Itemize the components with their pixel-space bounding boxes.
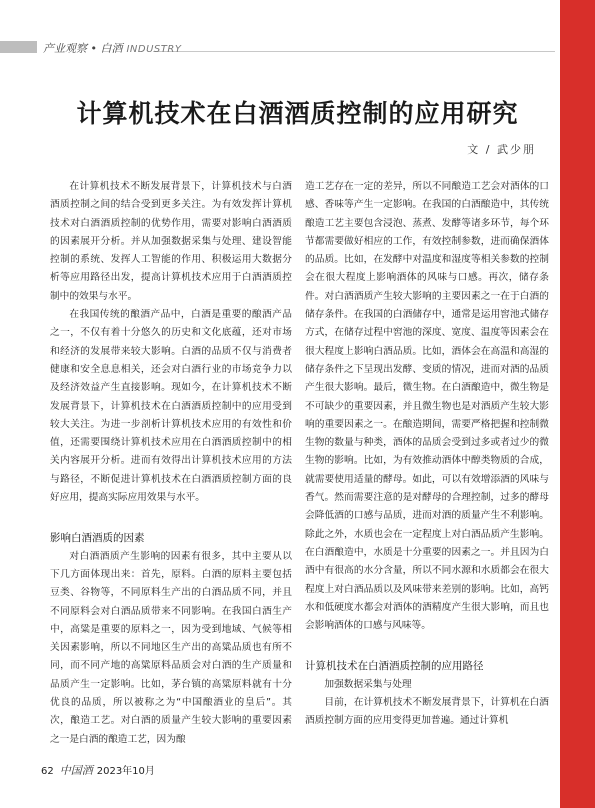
left-column [50,178,292,749]
paragraph: 对白酒酒质产生影响的因素有很多，其中主要从以下几方面体现出来：首先，原料。白酒的原料主要包括豆类、谷物等，不同原料生产出的白酒品质不同，并且不同原料会对白酒品质带来不同影响。在我国白酒生产中，高粱是重要的原料之一，因为受到地域、气候等相关因素影响，所以不同地区生产出的高粱品质也有所不同，而不同产地的高粱原料品质会对白酒的生产质量和品质产生一定影响。比如，茅台镇的高粱原料就有十分优良的品质，所以被称之为“中国酿酒业的皇后”。其次，酿造工艺。对白酒的质量产生较大影响的重要因素之一是白酒的酿造工艺，因为酿 [50,550,292,745]
section-heading: 影响白酒酒质的因素 [50,532,145,545]
paragraph: 在计算机技术不断发展背景下，计算机技术与白酒酒质控制之间的结合受到更多关注。为有效发挥计算机技术对白酒酒质控制的优势作用，需要对影响白酒酒质的因素展开分析。并从加强数据采集与处理、建设智能控制的系统、发挥人工智能的作用、积极运用大数据分析等应用路径出发，提高计算机技术应用于白酒酒质控制中的效果与水平。 [50,181,292,302]
section-label: 产业观察 • 白酒 [43,42,123,55]
spacer [305,635,549,649]
paragraph: 在我国传统的酿酒产品中，白酒是重要的酿酒产品之一，不仅有着十分悠久的历史和文化底蕴，还对市场和经济的发展带来较大影响。白酒的品质不仅与消费者健康和安全息息相关，还会对白酒行业的市场竞争力以及经济效益产生直接影响。现如今，在计算机技术不断发展背景下，计算机技术在白酒酒质控制中的应用受到较大关注。为进一步剖析计算机技术应用的有效性和价值，还需要围绕计算机技术应用在白酒酒质控制中的相关内容展开分析。进而有效得出计算机技术应用的方法与路径，不断促进计算机技术在白酒酒质控制方面的良好应用，提高实际应用效果与水平。 [50,309,292,504]
spacer [50,507,292,521]
magazine-logo: 中国酒 [59,764,93,777]
issue-date: 2023年10月 [96,766,155,777]
page-number: 62 [41,766,54,777]
page-footer [41,762,155,778]
paragraph: 造工艺存在一定的差异，所以不同酿造工艺会对酒体的口感、香味等产生一定影响。在我国的白酒酿造中，其传统酿造工艺主要包含浸泡、蒸煮、发酵等诸多环节，每个环节都需要做好相应的工作，有效控制参数，进而确保酒体的品质。比如，在发酵中对温度和湿度等相关参数的控制会在很大程度上影响酒体的风味与口感。再次，储存条件。对白酒酒质产生较大影响的主要因素之一在于白酒的储存条件。在我国的白酒储存中，通常是运用窖池式储存方式，在储存过程中窖池的深度、宽度、温度等因素会在很大程度上影响白酒品质。比如，酒体会在高温和高湿的储存条件之下呈现出发酵、变质的情况，进而对酒的品质产生很大影响。最后，微生物。在白酒酿造中，微生物是不可缺少的重要因素，并且微生物也是对酒质产生较大影响的重要因素之一。在酿造期间，需要严格把握和控制微生物的数量与种类，酒体的品质会受到过多或者过少的微生物的影响。比如，为有效推动酒体中醇类物质的合成，就需要使用适量的酵母。如此，可以有效增添酒的风味与香气。然而需要注意的是对酵母的合理控制，过多的酵母会降低酒的口感与品质，进而对酒的质量产生不利影响。除此之外，水质也会在一定程度上对白酒品质产生影响。在白酒酿造中，水质是十分重要的因素之一。并且因为白酒中有很高的水分含量，所以不同水源和水质都会在很大程度上对白酒品质以及风味带来差别的影响。比如，高钙水和低硬度水都会对酒体的酒精度产生很大影响，而且也会影响酒体的口感与风味等。 [305,181,549,632]
paragraph: 目前，在计算机技术不断发展背景下，计算机在白酒酒质控制方面的应用变得更加普遍。通过计算机 [305,697,549,727]
section-label-en: INDUSTRY [126,44,182,55]
section-header [43,40,181,56]
article-title: 计算机技术在白酒酒质控制的应用研究 [76,99,519,128]
right-column [305,178,549,731]
header-gray-block [0,41,37,53]
section-heading: 计算机技术在白酒酒质控制的应用路径 [305,660,484,673]
subsection-heading: 加强数据采集与处理 [324,678,412,690]
header-divider [153,51,555,52]
author-byline: 文 / 武少朋 [467,143,536,156]
